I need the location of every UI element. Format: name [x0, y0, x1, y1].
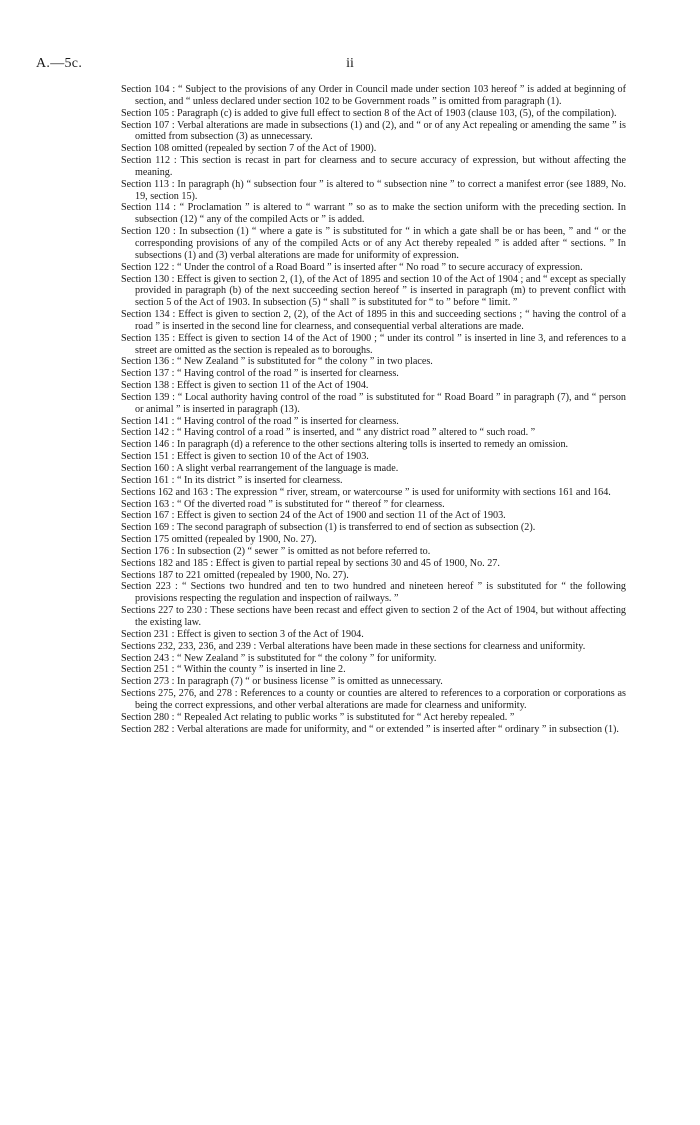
section-note: Section 104 : “ Subject to the provisions of any Order in Council made under section 103 hereof ” is added at beginning of section, and “ unless declared under section 102 to be Government roads ” is omitted from paragraph (1). — [121, 84, 626, 107]
section-note: Section 160 : A slight verbal rearrangement of the language is made. — [121, 463, 399, 474]
section-note: Section 167 : Effect is given to section 24 of the Act of 1900 and section 11 of the Act of 1903. — [121, 510, 506, 522]
section-note: Section 223 : “ Sections two hundred and ten to two hundred and nineteen hereof ” is substituted for “ the following provisions respecting the regulation and inspection of railways. ” — [121, 581, 626, 605]
section-note: Section 231 : Effect is given to section 3 of the Act of 1904. — [121, 628, 364, 640]
section-note: Section 137 : “ Having control of the road ” is inserted for clearness. — [121, 368, 399, 380]
section-note: Section 114 : “ Proclamation ” is altered to “ warrant ” so as to make the section uniform with the preceding section. In subsection (12) “ any of the compiled Acts or ” is added. — [121, 202, 626, 226]
section-note: Section 176 : In subsection (2) “ sewer ” is omitted as not before referred to. — [121, 545, 431, 557]
section-note: Sections 275, 276, and 278 : References to a county or counties are altered to references to a corporation or corporations as being the correct expressions, and other verbal alterations are made for clearness and uniformity. — [121, 688, 626, 711]
section-note: Section 151 : Effect is given to section 10 of the Act of 1903. — [121, 451, 369, 463]
section-note: Section 130 : Effect is given to section 2, (1), of the Act of 1895 and section 10 of the Act of 1904 ; and “ except as specially provided in paragraph (b) of the next succeeding section hereof ” is inserted in paragraph (m) to prevent conflict with section 5 of the Act of 1903. In subsection (5) “ shall ” is substituted for “ to ” before “ limit. ” — [121, 273, 626, 309]
page-header — [36, 56, 664, 74]
section-note: Section 105 : Paragraph (c) is added to give full effect to section 8 of the Act of 1903 (clause 103, (5), of the compilation). — [121, 107, 617, 119]
section-note: Section 112 : This section is recast in part for clearness and to secure accuracy of expression, but without affecting the meaning. — [121, 155, 626, 178]
section-note: Section 175 omitted (repealed by 1900, No. 27). — [121, 534, 317, 546]
section-note: Section 134 : Effect is given to section 2, (2), of the Act of 1895 in this and succeeding sections ; “ having the control of a road ” is inserted in the second line for clearness, and consequential verbal alterations are made. — [121, 309, 626, 332]
section-note: Section 138 : Effect is given to section 11 of the Act of 1904. — [121, 380, 369, 392]
section-note: Section 282 : Verbal alterations are made for uniformity, and “ or extended ” is inserted after “ ordinary ” in subsection (1). — [121, 723, 619, 735]
section-note: Section 161 : “ In its district ” is inserted for clearness. — [121, 474, 343, 486]
section-note: Sections 227 to 230 : These sections have been recast and effect given to section 2 of the Act of 1904, but without affecting the existing law. — [121, 605, 626, 628]
section-note: Section 146 : In paragraph (d) a reference to the other sections altering tolls is inserted to remedy an omission. — [121, 439, 569, 451]
page-reference: A.—5c. — [36, 56, 83, 71]
section-note: Sections 182 and 185 : Effect is given to partial repeal by sections 30 and 45 of 1900, No. 27. — [121, 557, 500, 569]
section-note: Section 163 : “ Of the diverted road ” is substituted for “ thereof ” for clearness. — [121, 498, 445, 510]
section-note: Section 108 omitted (repealed by section 7 of the Act of 1900). — [121, 143, 377, 155]
section-note: Section 273 : In paragraph (7) “ or business license ” is omitted as unnecessary. — [121, 676, 443, 688]
section-note: Section 169 : The second paragraph of subsection (1) is transferred to end of section as subsection (2). — [121, 522, 536, 534]
section-note: Section 120 : In subsection (1) “ where a gate is ” is substituted for “ in which a gate shall be or has been, ” and “ or the corresponding provisions of any of the compiled Acts or of any Act thereby repealed ” is added after “ sections. ” In subsections (1) and (3) verbal alterations are made for uniformity of expression. — [121, 226, 626, 261]
section-note: Section 243 : “ New Zealand ” is substituted for “ the colony ” for uniformity. — [121, 652, 437, 664]
page-number: ii — [346, 56, 354, 71]
section-note: Section 136 : “ New Zealand ” is substituted for “ the colony ” in two places. — [121, 356, 433, 368]
section-note: Sections 232, 233, 236, and 239 : Verbal alterations have been made in these sections for clearness and uniformity. — [121, 640, 586, 652]
section-note: Section 251 : “ Within the county ” is inserted in line 2. — [121, 664, 346, 676]
section-note: Section 122 : “ Under the control of a Road Board ” is inserted after “ No road ” to secure accuracy of expression. — [121, 261, 583, 273]
section-note: Section 280 : “ Repealed Act relating to public works ” is substituted for “ Act hereby repealed. ” — [121, 711, 515, 723]
section-note: Sections 187 to 221 omitted (repealed by 1900, No. 27). — [121, 569, 349, 581]
section-note: Section 135 : Effect is given to section 14 of the Act of 1900 ; “ under its control ” is inserted in line 3, and references to a street are omitted as the section is repealed as to boroughs. — [121, 332, 626, 356]
section-note: Sections 162 and 163 : The expression “ river, stream, or watercourse ” is used for uniformity with sections 161 and 164. — [121, 486, 611, 498]
section-note: Section 113 : In paragraph (h) “ subsection four ” is altered to “ subsection nine ” to correct a manifest error (see 1889, No. 19, section 15). — [121, 178, 626, 202]
section-note: Section 142 : “ Having control of a road ” is inserted, and “ any district road ” altered to “ such road. ” — [121, 427, 536, 439]
amendment-notes — [121, 84, 626, 735]
section-note: Section 107 : Verbal alterations are made in subsections (1) and (2), and “ or of any Act repealing or amending the same ” is omitted from subsection (3) as unnecessary. — [121, 119, 626, 143]
section-note: Section 141 : “ Having control of the road ” is inserted for clearness. — [121, 415, 399, 427]
section-note: Section 139 : “ Local authority having control of the road ” is substituted for “ Road Board ” in paragraph (7), and “ person or animal ” is inserted in paragraph (13). — [121, 391, 626, 415]
